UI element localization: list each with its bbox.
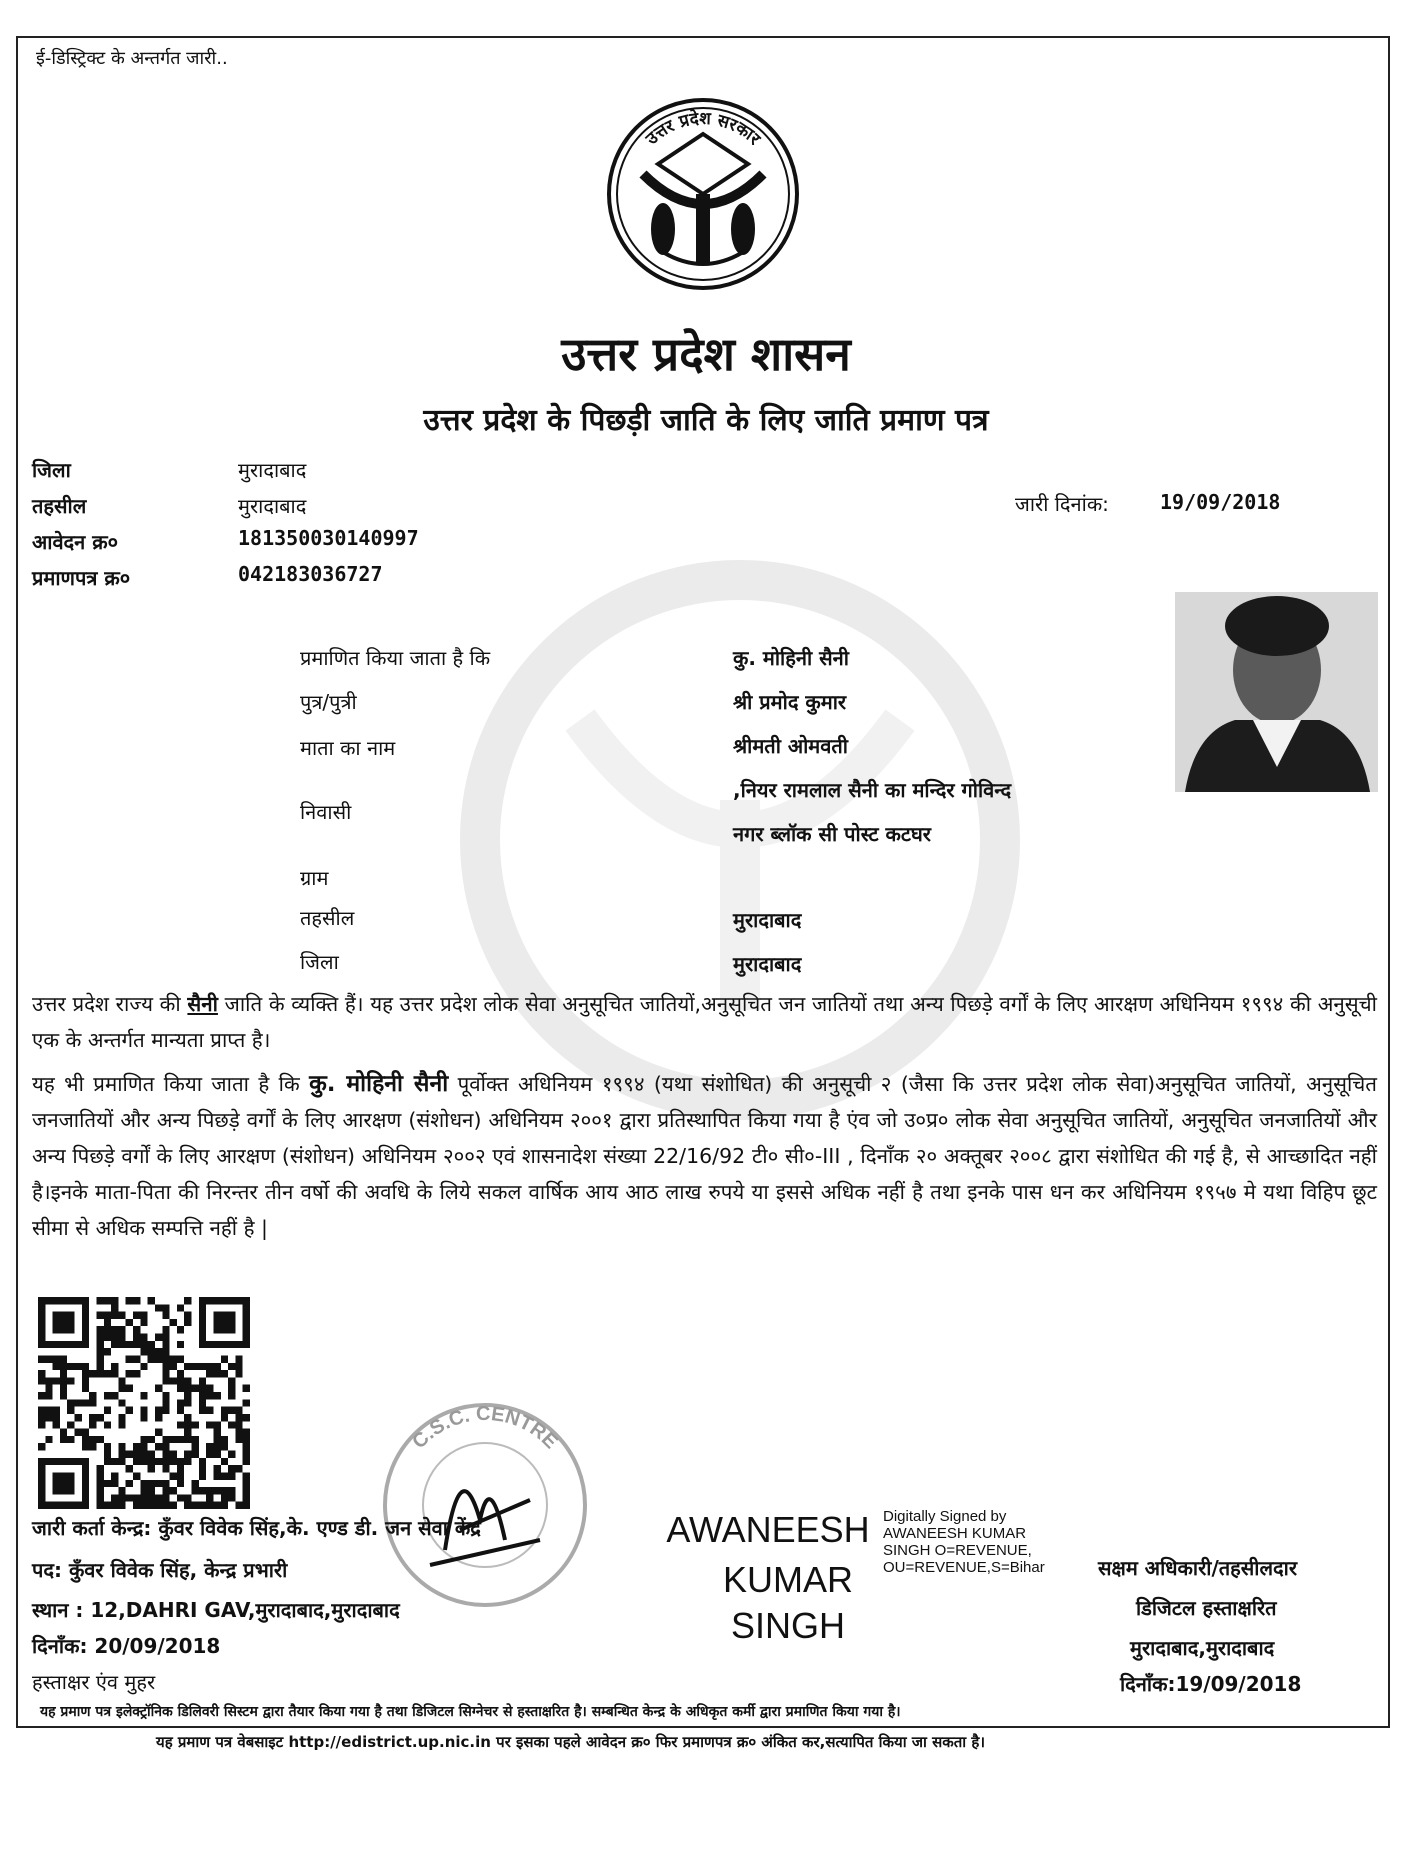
authority-digital: डिजिटल हस्ताक्षरित bbox=[1136, 1596, 1277, 1620]
svg-text:उत्तर प्रदेश सरकार: उत्तर प्रदेश सरकार bbox=[642, 108, 765, 150]
village-label: ग्राम bbox=[300, 866, 329, 890]
father-name: श्री प्रमोद कुमार bbox=[733, 690, 847, 714]
child-of-label: पुत्र/पुत्री bbox=[300, 690, 357, 714]
authority-place: मुरादाबाद,मुरादाबाद bbox=[1130, 1636, 1275, 1660]
certificate-title: उत्तर प्रदेश के पिछड़ी जाति के लिए जाति प्रमाण पत्र bbox=[423, 403, 989, 438]
detail-tehsil-value: मुरादाबाद bbox=[733, 908, 802, 932]
caste-paragraph: उत्तर प्रदेश राज्य की सैनी जाति के व्यक्ति हैं। यह उत्तर प्रदेश लोक सेवा अनुसूचित जातियों,अनुसूचित जन जातियों तथा अन्य पिछड़े वर्गों के लिए आरक्षण अधिनियम १९९४ की अनुसूची एक के अन्तर्गत मान्यता प्राप्त है। bbox=[32, 992, 1377, 1052]
qr-code bbox=[38, 1297, 250, 1509]
issuer-centre: जारी कर्ता केन्द्र: कुँवर विवेक सिंह,के. एण्ड डी. जन सेवा केंद्र bbox=[32, 1516, 481, 1540]
svg-text:C.S.C. CENTRE: C.S.C. CENTRE bbox=[408, 1402, 562, 1454]
tehsil-label: तहसील bbox=[32, 494, 87, 518]
authority-date: दिनाँक:19/09/2018 bbox=[1120, 1672, 1302, 1696]
resident-label: निवासी bbox=[300, 800, 352, 824]
certificate-number: 042183036727 bbox=[238, 562, 383, 586]
signer-name-line-1: AWANEESH bbox=[666, 1509, 870, 1550]
application-number: 181350030140997 bbox=[238, 526, 419, 550]
mother-name: श्रीमती ओमवती bbox=[733, 734, 848, 758]
signer-name-line-3: SINGH bbox=[730, 1605, 845, 1646]
footer-line-1: यह प्रमाण पत्र इलेक्ट्रॉनिक डिलिवरी सिस्टम द्वारा तैयार किया गया है तथा डिजिटल सिग्नेचर से हस्ताक्षरित है। सम्बन्धित केन्द्र के अधिकृत कर्मी द्वारा प्रमाणित किया गया है। bbox=[40, 1704, 901, 1720]
address-line-1: ,नियर रामलाल सैनी का मन्दिर गोविन्द bbox=[733, 778, 1012, 802]
application-label: आवेदन क्र० bbox=[32, 530, 119, 554]
mother-label: माता का नाम bbox=[300, 736, 396, 760]
up-government-emblem bbox=[603, 94, 803, 294]
issue-date-label: जारी दिनांक: bbox=[1015, 492, 1109, 516]
issued-under-text: ई-डिस्ट्रिक्ट के अन्तर्गत जारी.. bbox=[36, 48, 228, 69]
applicant-name: कु. मोहिनी सैनी bbox=[733, 646, 849, 670]
certify-label: प्रमाणित किया जाता है कि bbox=[300, 646, 491, 670]
detail-tehsil-label: तहसील bbox=[300, 906, 355, 930]
detail-district-value: मुरादाबाद bbox=[733, 952, 802, 976]
issuer-date: दिनाँक: 20/09/2018 bbox=[32, 1634, 221, 1658]
footer-line-2: यह प्रमाण पत्र वेबसाइट http://edistrict.up.nic.in पर इसका पहले आवेदन क्र० फिर प्रमाणपत्र क्र० अंकित कर,सत्यापित किया जा सकता है। bbox=[156, 1733, 986, 1751]
certification-paragraph: यह भी प्रमाणित किया जाता है कि कु. मोहिनी सैनी पूर्वोक्त अधिनियम १९९४ (यथा संशोधित) की अनुसूची २ (जैसा कि उत्तर प्रदेश लोक सेवा)अनुसूचित जातियों, अनुसूचित जनजातियों और अन्य पिछड़े वर्गों के लिए आरक्षण (संशोधन) अधिनियम २००१ द्वारा प्रतिस्थापित किया गया है एंव जो उ०प्र० लोक सेवा अनुसूचित जातियों, अनुसूचित जनजातियों और अन्य पिछड़े वर्गों के लिए आरक्षण (संशोधन) अधिनियम २००२ एवं शासनादेश संख्या 22/16/92 टी० सी०-III , दिनाँक २० अक्तूबर २००८ द्वारा संशोधित की गई है, से आच्छादित नहीं है।इनके माता-पिता की निरन्तर तीन वर्षो की अवधि के लिये सकल वार्षिक आय आठ लाख रुपये या इससे अधिक नहीं है तथा इनके पास धन कर अधिनियम १९५७ मे यथा विहिप छूट सीमा से अधिक सम्पत्ति नहीं है | bbox=[32, 1071, 1377, 1240]
authority-title: सक्षम अधिकारी/तहसीलदार bbox=[1098, 1556, 1298, 1580]
address-line-2: नगर ब्लॉक सी पोस्ट कटघर bbox=[733, 822, 931, 846]
sign-and-seal-label: हस्ताक्षर एंव मुहर bbox=[32, 1670, 156, 1694]
tehsil-value: मुरादाबाद bbox=[238, 494, 307, 518]
certificate-label: प्रमाणपत्र क्र० bbox=[32, 566, 131, 590]
caste-name: सैनी bbox=[187, 992, 218, 1016]
issuer-post: पद: कुँवर विवेक सिंह, केन्द्र प्रभारी bbox=[32, 1558, 288, 1582]
district-label: जिला bbox=[32, 458, 71, 482]
issuer-place: स्थान : 12,DAHRI GAV,मुरादाबाद,मुरादाबाद bbox=[32, 1598, 400, 1622]
signer-name-line-2: KUMAR bbox=[722, 1559, 853, 1600]
government-heading: उत्तर प्रदेश शासन bbox=[561, 327, 851, 381]
csc-centre-stamp bbox=[370, 1390, 600, 1620]
district-value: मुरादाबाद bbox=[238, 458, 307, 482]
detail-district-label: जिला bbox=[300, 950, 339, 974]
digital-signature-info: Digitally Signed by AWANEESH KUMAR SINGH O=REVENUE, OU=REVENUE,S=Bihar bbox=[883, 1508, 1045, 1576]
applicant-photo bbox=[1175, 592, 1378, 792]
issue-date: 19/09/2018 bbox=[1160, 490, 1281, 514]
